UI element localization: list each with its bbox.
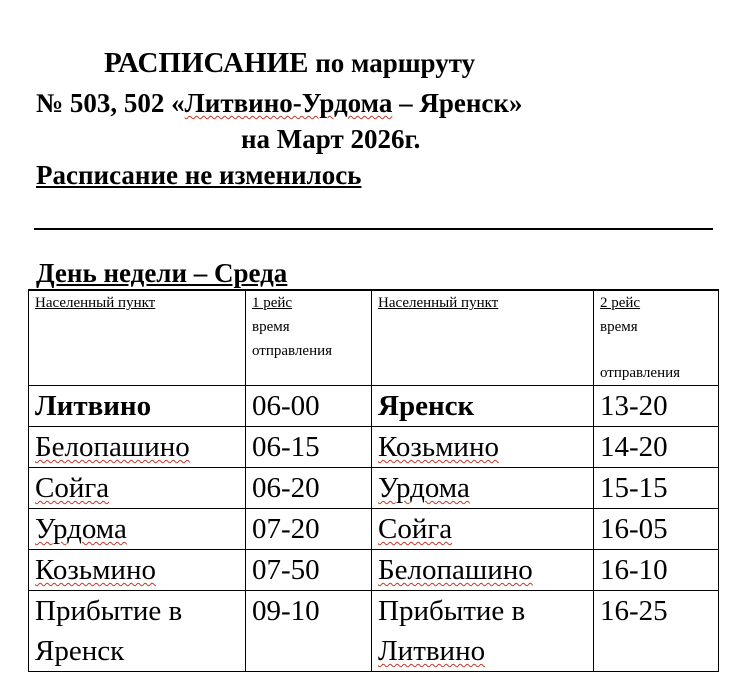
time-cell: 06-00: [246, 386, 372, 427]
route-prefix: № 503, 502 «: [36, 88, 185, 118]
stop-cell: [29, 427, 246, 468]
title-line-2: [36, 86, 522, 120]
time-cell: 14-20: [594, 427, 719, 468]
stop-name: Белопашино: [378, 554, 533, 586]
stop-name: Белопашино: [35, 431, 190, 463]
stop-cell: [29, 550, 246, 591]
table-row: [29, 386, 719, 427]
time-cell: 07-20: [246, 509, 372, 550]
stop-cell: [372, 427, 594, 468]
title-main: РАСПИСАНИЕ: [104, 47, 309, 79]
schedule-table: [28, 289, 719, 672]
time-cell: 09-10: [246, 591, 372, 672]
arrival-cell: [29, 591, 246, 672]
header-place-2-label: Населенный пункт: [378, 295, 499, 311]
header-trip-2: [594, 290, 719, 386]
month-label: на Март 2026г.: [241, 124, 421, 154]
stop-cell: [372, 509, 594, 550]
header-place-1: [29, 290, 246, 386]
time-cell: 15-15: [594, 468, 719, 509]
stop-name: Сойга: [378, 513, 453, 545]
table-header-row: [29, 290, 719, 386]
table-row: [29, 509, 719, 550]
table-row: [29, 550, 719, 591]
route-name: Литвино-Урдома: [184, 88, 393, 118]
title-line-1: [104, 46, 475, 80]
header-trip-2-sub2: отправления: [600, 365, 681, 381]
time-cell: 07-50: [246, 550, 372, 591]
arrival-cell: [372, 591, 594, 672]
stop-cell: [29, 468, 246, 509]
table-row: [29, 591, 719, 672]
time-cell: 06-20: [246, 468, 372, 509]
header-trip-1: [246, 290, 372, 386]
header-trip-2-label: 2 рейс: [600, 295, 641, 311]
header-place-2: [372, 290, 594, 386]
table-row: [29, 468, 719, 509]
arrival-place: Литвино: [378, 635, 486, 667]
stop-name: Урдома: [35, 513, 127, 545]
time-cell: 16-05: [594, 509, 719, 550]
stop-cell: [29, 509, 246, 550]
stop-name: Урдома: [378, 472, 470, 504]
header-trip-1-sub1: время: [252, 319, 290, 335]
time-cell: 16-25: [594, 591, 719, 672]
stop-name: Козьмино: [378, 431, 499, 463]
arrival-label: Прибытие в: [378, 595, 526, 627]
time-cell: 16-10: [594, 550, 719, 591]
header-place-1-label: Населенный пункт: [35, 295, 156, 311]
time-cell: 13-20: [594, 386, 719, 427]
stop-cell: Литвино: [29, 386, 246, 427]
stop-cell: Яренск: [372, 386, 594, 427]
arrival-label: Прибытие в: [35, 595, 183, 627]
stop-name: Козьмино: [35, 554, 156, 586]
divider-line: [34, 228, 713, 230]
route-suffix: – Яренск»: [392, 88, 523, 118]
stop-cell: [372, 468, 594, 509]
stop-name: Сойга: [35, 472, 110, 504]
header-trip-1-sub2: отправления: [252, 343, 333, 359]
title-rest: по маршруту: [308, 48, 476, 78]
title-line-3: [241, 122, 420, 156]
time-cell: 06-15: [246, 427, 372, 468]
table-row: [29, 427, 719, 468]
day-of-week: День недели – Среда: [36, 258, 288, 288]
schedule-notice: Расписание не изменилось: [36, 160, 362, 190]
header-trip-2-sub1: время: [600, 319, 638, 335]
header-trip-1-label: 1 рейс: [252, 295, 293, 311]
stop-cell: [372, 550, 594, 591]
arrival-place: Яренск: [35, 635, 125, 667]
